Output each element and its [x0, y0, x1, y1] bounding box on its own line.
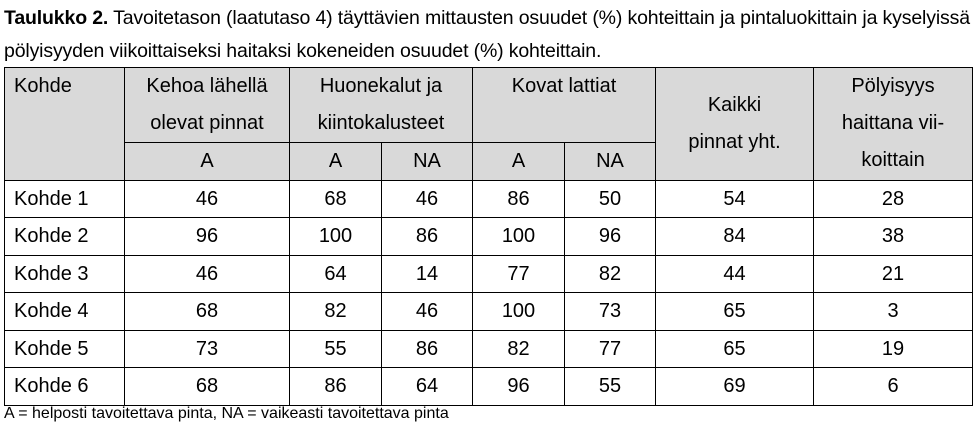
subheader-huonekalut-na: NA — [382, 143, 473, 181]
cell-kovat-na: 96 — [565, 218, 656, 256]
cell-kovat-na: 82 — [565, 255, 656, 293]
cell-kaikki: 54 — [656, 180, 814, 218]
cell-kovat-a: 96 — [473, 368, 565, 406]
cell-kehoa-a: 73 — [125, 330, 290, 368]
header-kovat-lattiat — [473, 68, 656, 143]
cell-kaikki: 84 — [656, 218, 814, 256]
header-kaikki-line-2: pinnat yht. — [688, 130, 781, 153]
cell-kaikki: 65 — [656, 330, 814, 368]
header-polyisyys-line-2: haittana vii- — [841, 112, 945, 135]
cell-kovat-na: 77 — [565, 330, 656, 368]
subheader-huonekalut-a: A — [290, 143, 382, 181]
table-row — [5, 180, 973, 218]
header-kohde: Kohde — [5, 68, 125, 181]
cell-huonekalut-a: 82 — [290, 293, 382, 331]
cell-huonekalut-na: 46 — [382, 180, 473, 218]
header-kehoa-line-1: Kehoa lähellä — [146, 75, 268, 97]
cell-huonekalut-a: 68 — [290, 180, 382, 218]
cell-kehoa-a: 46 — [125, 180, 290, 218]
cell-kovat-na: 73 — [565, 293, 656, 331]
cell-kohde: Kohde 2 — [5, 218, 125, 256]
cell-huonekalut-a: 86 — [290, 368, 382, 406]
cell-kaikki: 65 — [656, 293, 814, 331]
table-footnote: A = helposti tavoitettava pinta, NA = vaikeasti tavoitettava pinta — [4, 405, 449, 422]
subheader-kovat-a: A — [473, 143, 565, 181]
data-table — [4, 67, 973, 406]
cell-polyisyys: 19 — [814, 330, 973, 368]
table-row — [5, 293, 973, 331]
table-row — [5, 255, 973, 293]
cell-kohde: Kohde 1 — [5, 180, 125, 218]
header-kehoa — [125, 68, 290, 143]
cell-huonekalut-a: 55 — [290, 330, 382, 368]
cell-polyisyys: 28 — [814, 180, 973, 218]
cell-huonekalut-na: 14 — [382, 255, 473, 293]
header-kehoa-line-2: olevat pinnat — [150, 112, 264, 134]
caption-label: Taulukko 2. — [4, 7, 109, 29]
cell-polyisyys: 21 — [814, 255, 973, 293]
cell-kovat-a: 82 — [473, 330, 565, 368]
cell-kehoa-a: 68 — [125, 293, 290, 331]
header-polyisyys-line-3: koittain — [861, 149, 925, 172]
cell-kehoa-a: 96 — [125, 218, 290, 256]
header-polyisyys — [814, 68, 973, 181]
cell-huonekalut-na: 86 — [382, 330, 473, 368]
cell-kovat-na: 50 — [565, 180, 656, 218]
header-kaikki-line-1: Kaikki — [707, 93, 762, 116]
cell-kovat-a: 77 — [473, 255, 565, 293]
subheader-kovat-na: NA — [565, 143, 656, 181]
cell-kovat-a: 100 — [473, 293, 565, 331]
cell-huonekalut-na: 86 — [382, 218, 473, 256]
cell-huonekalut-a: 64 — [290, 255, 382, 293]
cell-huonekalut-na: 46 — [382, 293, 473, 331]
cell-kovat-a: 86 — [473, 180, 565, 218]
header-kaikki — [656, 68, 814, 181]
header-huonekalut — [290, 68, 473, 143]
cell-polyisyys: 6 — [814, 368, 973, 406]
cell-kovat-na: 55 — [565, 368, 656, 406]
cell-kohde: Kohde 6 — [5, 368, 125, 406]
cell-polyisyys: 3 — [814, 293, 973, 331]
cell-kaikki: 44 — [656, 255, 814, 293]
cell-kehoa-a: 68 — [125, 368, 290, 406]
subheader-kehoa-a: A — [125, 143, 290, 181]
caption-text: Tavoitetason (laatutaso 4) täyttävien mittausten osuudet (%) kohteittain ja pintaluokittain ja kyselyissä pölyisyyden viikoittaiseksi haitaksi kokeneiden osuudet (%) kohteittain. — [4, 7, 970, 62]
cell-kohde: Kohde 4 — [5, 293, 125, 331]
table-body — [5, 180, 973, 405]
header-huonekalut-line-1: Huonekalut ja — [319, 75, 443, 97]
header-polyisyys-line-1: Pölyisyys — [851, 75, 935, 98]
cell-kovat-a: 100 — [473, 218, 565, 256]
cell-kohde: Kohde 5 — [5, 330, 125, 368]
table-row — [5, 368, 973, 406]
table-row — [5, 330, 973, 368]
cell-kaikki: 69 — [656, 368, 814, 406]
table-caption — [4, 2, 972, 68]
header-kovat-line-1: Kovat lattiat — [511, 75, 617, 97]
cell-huonekalut-na: 64 — [382, 368, 473, 406]
cell-polyisyys: 38 — [814, 218, 973, 256]
cell-kohde: Kohde 3 — [5, 255, 125, 293]
header-huonekalut-line-2: kiintokalusteet — [317, 112, 445, 134]
table-row — [5, 218, 973, 256]
cell-kehoa-a: 46 — [125, 255, 290, 293]
cell-huonekalut-a: 100 — [290, 218, 382, 256]
